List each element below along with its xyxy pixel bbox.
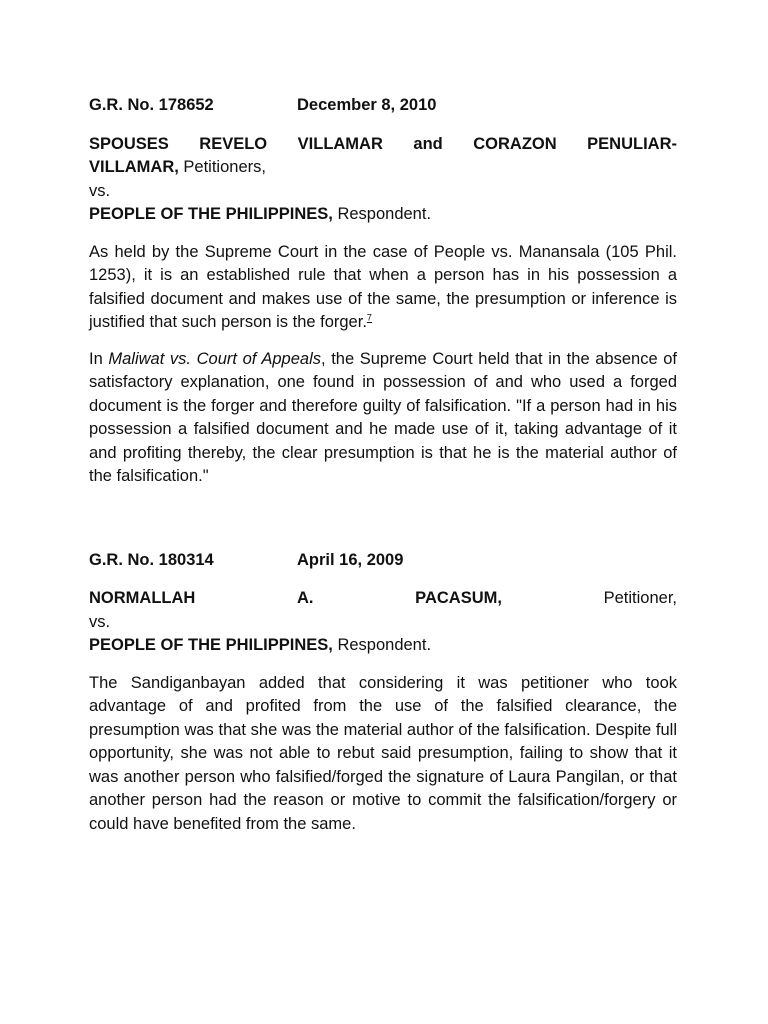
respondent-name: PEOPLE OF THE PHILIPPINES, <box>89 205 333 223</box>
petitioner-name-last-group <box>415 589 677 607</box>
respondent-role: Respondent. <box>332 205 432 223</box>
petitioner-role: Petitioner, <box>501 589 677 607</box>
case-number: G.R. No. 180314 <box>89 550 214 569</box>
paragraph-text: As held by the Supreme Court in the case of People vs. Manansala (105 Phil. 1253), it is an established rule that when a person has in his possession a falsified document and makes use of the same, the presumption or inference is justified that such person is the forger. <box>89 242 677 331</box>
petitioner-role: Petitioners, <box>178 158 266 176</box>
case-caption <box>89 94 677 118</box>
paragraph-intro: In <box>89 349 109 368</box>
petitioner-name-first: NORMALLAH <box>89 589 196 607</box>
case-paragraph <box>89 241 677 335</box>
section-spacer <box>89 502 677 549</box>
respondent-name: PEOPLE OF THE PHILIPPINES, <box>89 636 333 654</box>
petitioner-line <box>89 587 677 611</box>
case-paragraph: The Sandiganbayan added that considering it was petitioner who took advantage of and profited from the use of the falsified clearance, the presumption was that she was the material author of the falsification. Despite full opportunity, she was not able to rebut said presumption, failing to show that it was another person who falsified/forged the signature of Laura Pangilan, or that another person had the reason or motive to commit the falsification/forgery or could have benefited from the same. <box>89 673 677 833</box>
case-parties <box>89 133 677 227</box>
respondent-role: Respondent. <box>332 636 432 654</box>
petitioner-names: SPOUSES REVELO VILLAMAR and CORAZON PENULIAR- <box>89 134 677 153</box>
case-paragraph <box>89 348 677 489</box>
versus-label: vs. <box>89 181 111 200</box>
petitioner-name-initial: A. <box>297 589 314 607</box>
case-citation: Maliwat vs. Court of Appeals <box>108 349 321 368</box>
petitioner-name-last: PACASUM, <box>415 589 502 607</box>
respondent-line <box>89 634 677 658</box>
case-caption <box>89 549 677 573</box>
case-parties <box>89 587 677 658</box>
respondent-line <box>89 203 677 227</box>
versus-label: vs. <box>89 612 111 631</box>
case-date: April 16, 2009 <box>297 550 404 569</box>
paragraph-text: , the Supreme Court held that in the absence of satisfactory explanation, one found in possession of and who used a forged document is the forger and therefore guilty of falsification. "If a person had in his possession a falsified document and he made use of it, taking advantage of it and profiting thereby, the clear presumption is that he is the material author of the falsification." <box>89 349 677 485</box>
case-number: G.R. No. 178652 <box>89 96 214 114</box>
petitioner-name-end: VILLAMAR, <box>89 158 179 176</box>
footnote-reference[interactable]: 7 <box>366 312 372 323</box>
petitioner-line <box>89 156 677 180</box>
case-date: December 8, 2010 <box>297 96 437 114</box>
document-content <box>89 94 677 849</box>
